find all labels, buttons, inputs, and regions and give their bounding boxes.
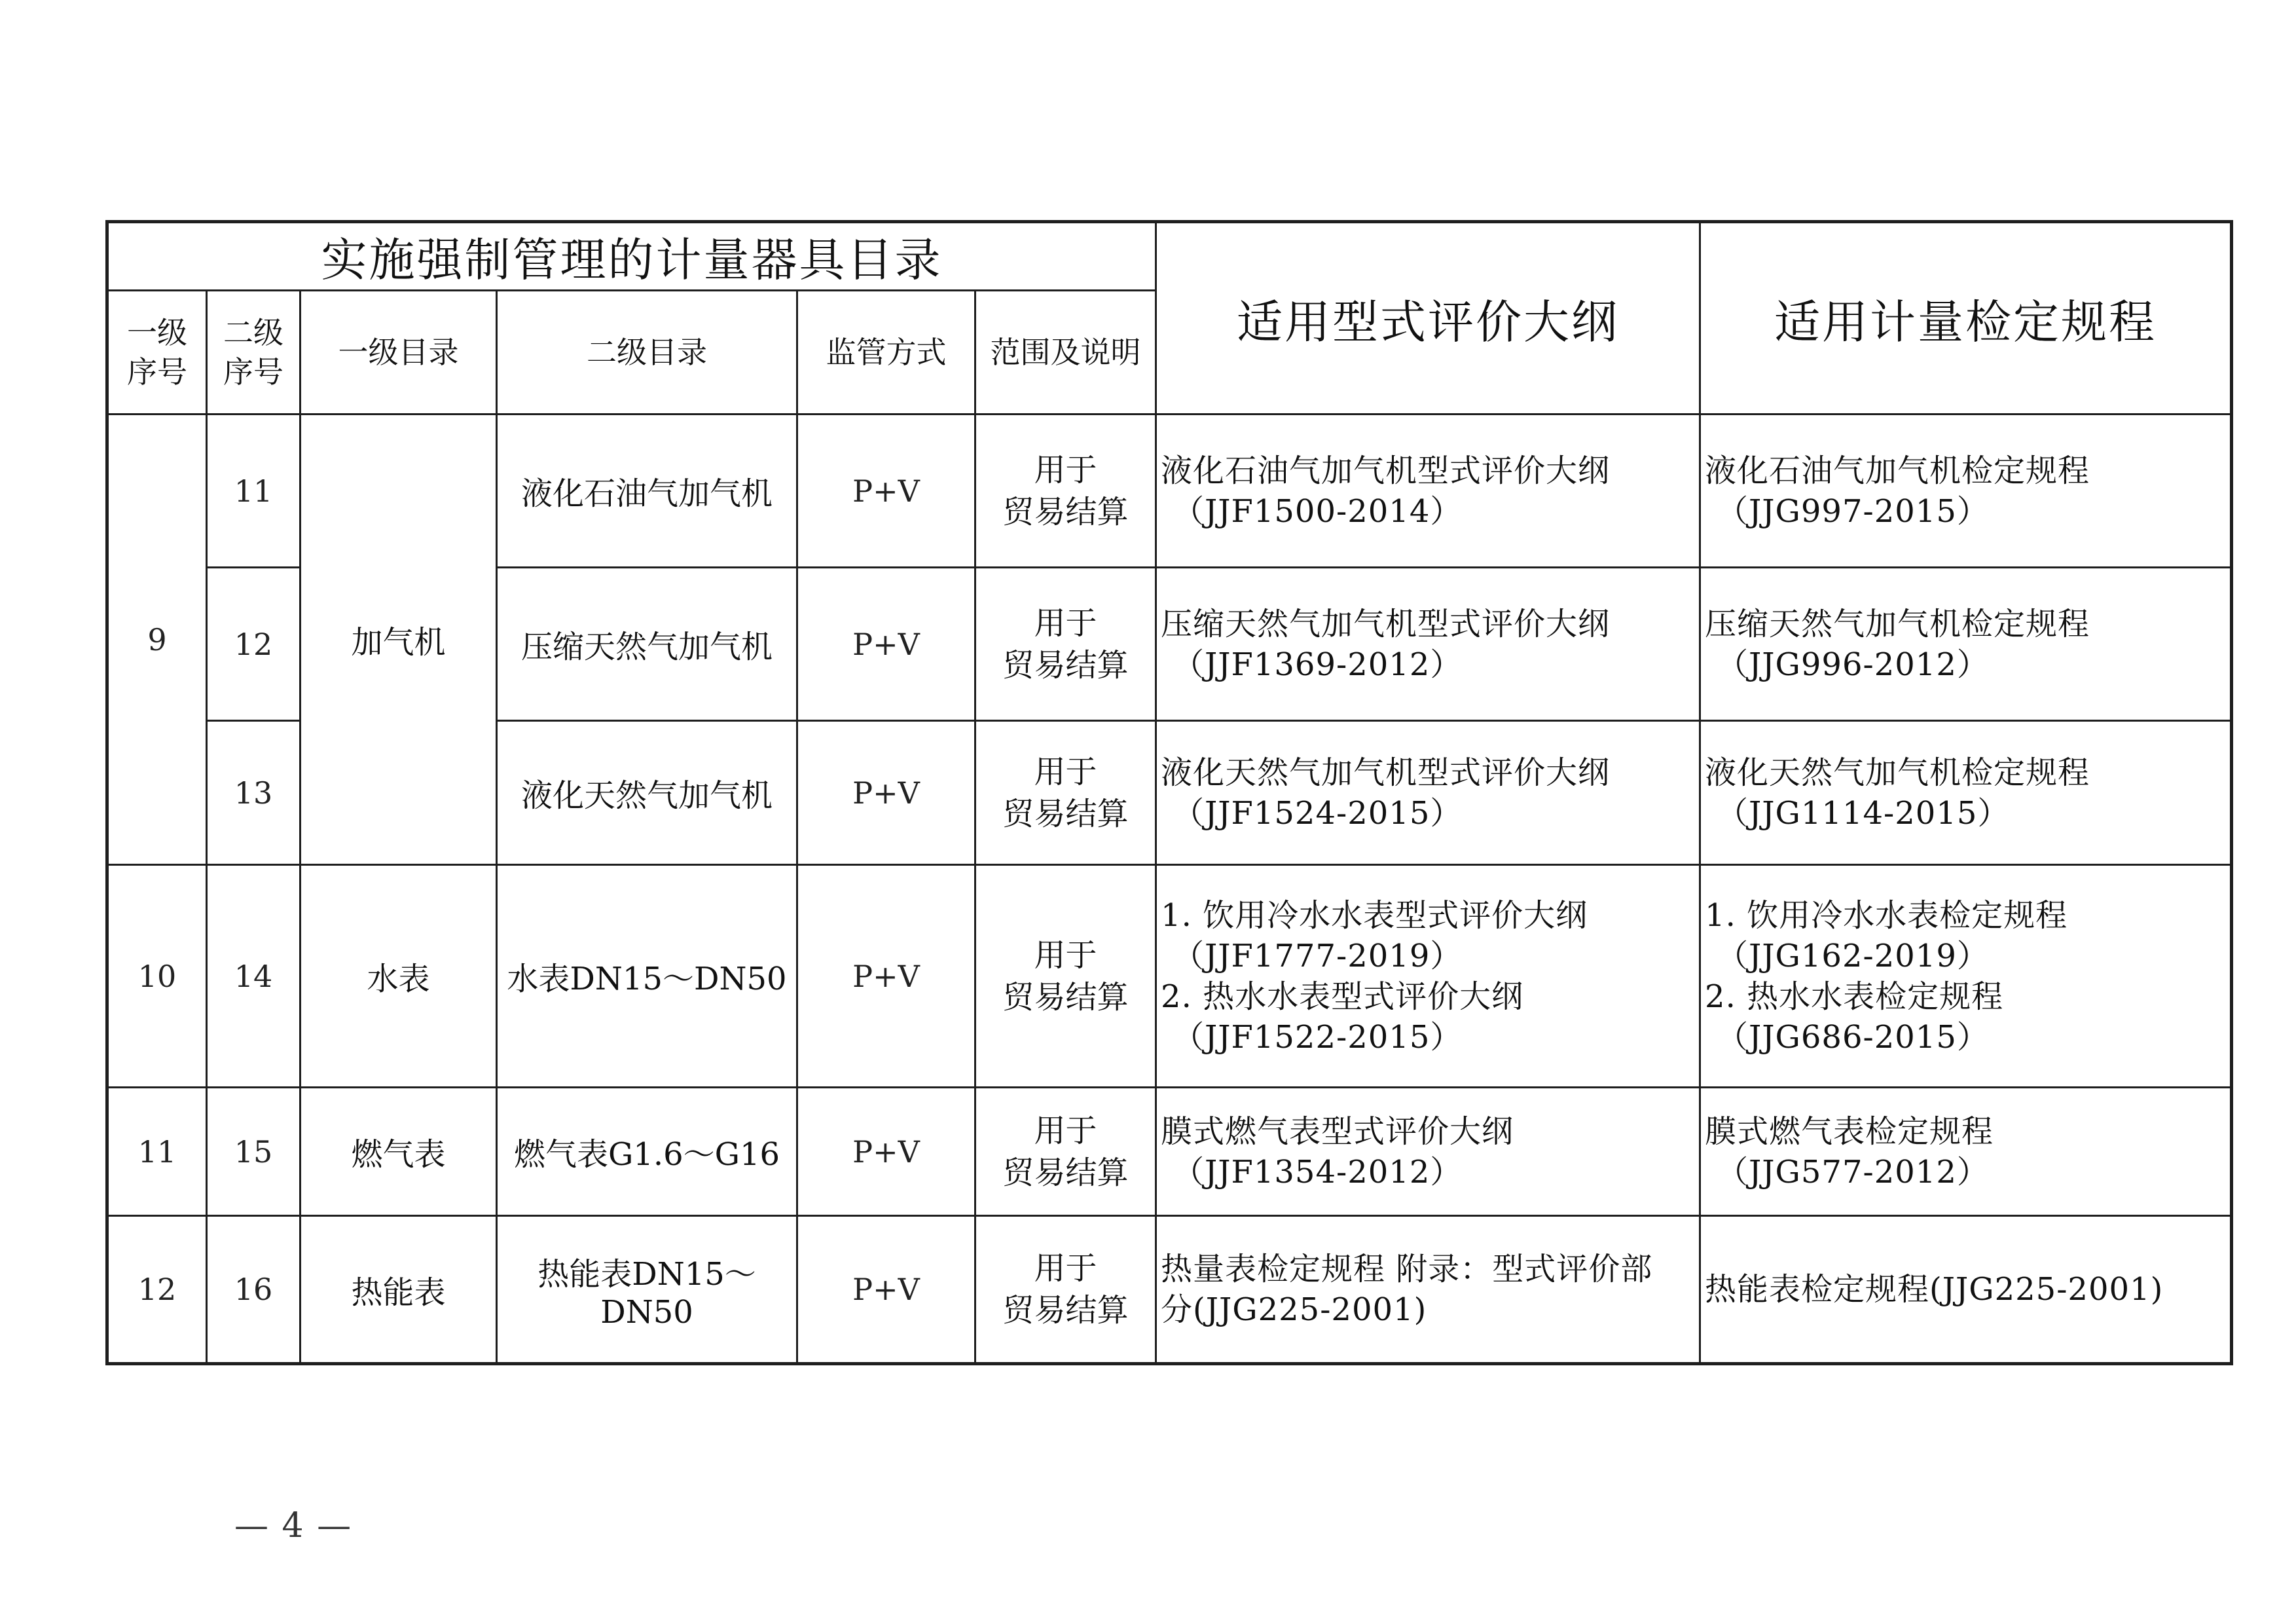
verification-cell xyxy=(1700,1088,2232,1216)
header-verification-regulation: 适用计量检定规程 xyxy=(1700,222,2232,415)
verification-line: 热能表检定规程(JJG225-2001) xyxy=(1705,1271,2164,1308)
header-level2-no xyxy=(207,291,301,415)
type-eval-line: 2. 热水水表型式评价大纲 xyxy=(1161,978,1524,1015)
supervision-cell: P+V xyxy=(797,1216,975,1364)
level2-no-cell: 13 xyxy=(207,721,301,865)
verification-line: （JJG686-2015） xyxy=(1717,1018,1989,1056)
scope-cell xyxy=(975,568,1156,721)
level1-category-cell: 水表 xyxy=(301,865,497,1088)
type-eval-line: （JJF1522-2015） xyxy=(1173,1018,1463,1056)
verification-cell xyxy=(1700,721,2232,865)
scope-cell xyxy=(975,415,1156,568)
header-scope: 范围及说明 xyxy=(975,291,1156,415)
level2-category-cell: 热能表DN15～DN50 xyxy=(497,1216,797,1364)
supervision-cell: P+V xyxy=(797,415,975,568)
level2-no-cell: 15 xyxy=(207,1088,301,1216)
scope-line: 贸易结算 xyxy=(1002,795,1129,832)
scope-line: 用于 xyxy=(1034,451,1097,489)
scope-line: 用于 xyxy=(1034,604,1097,642)
type-eval-line: 压缩天然气加气机型式评价大纲 xyxy=(1161,605,1611,642)
scope-line: 贸易结算 xyxy=(1002,1292,1129,1329)
verification-line: 膜式燃气表检定规程 xyxy=(1705,1113,1994,1150)
level2-category-cell: 液化天然气加气机 xyxy=(497,721,797,865)
supervision-cell: P+V xyxy=(797,1088,975,1216)
verification-line: （JJG577-2012） xyxy=(1717,1153,1989,1190)
type-evaluation-cell xyxy=(1156,568,1700,721)
header-supervision-mode: 监管方式 xyxy=(797,291,975,415)
supervision-cell: P+V xyxy=(797,865,975,1088)
type-eval-line: 热量表检定规程 附录：型式评价部 xyxy=(1161,1251,1653,1287)
header-level2-category: 二级目录 xyxy=(497,291,797,415)
scope-cell xyxy=(975,1088,1156,1216)
supervision-cell: P+V xyxy=(797,721,975,865)
supervision-cell: P+V xyxy=(797,568,975,721)
scope-line: 贸易结算 xyxy=(1002,1154,1129,1191)
header-level1-no-line2: 序号 xyxy=(127,354,187,390)
verification-cell xyxy=(1700,865,2232,1088)
type-eval-line: 1. 饮用冷水水表型式评价大纲 xyxy=(1161,896,1588,934)
level2-category-cell: 压缩天然气加气机 xyxy=(497,568,797,721)
level1-category-cell: 燃气表 xyxy=(301,1088,497,1216)
scope-line: 贸易结算 xyxy=(1002,493,1129,530)
verification-cell xyxy=(1700,1216,2232,1364)
type-eval-line: （JJF1369-2012） xyxy=(1173,646,1463,683)
metering-instruments-table xyxy=(105,220,2233,1365)
header-row-title xyxy=(107,222,2232,291)
verification-cell xyxy=(1700,568,2232,721)
type-eval-line: 液化石油气加气机型式评价大纲 xyxy=(1161,452,1611,489)
scope-line: 用于 xyxy=(1034,936,1097,974)
level2-category-cell: 燃气表G1.6～G16 xyxy=(497,1088,797,1216)
type-evaluation-cell xyxy=(1156,1216,1700,1364)
verification-cell xyxy=(1700,415,2232,568)
scope-line: 用于 xyxy=(1034,1112,1097,1149)
level2-no-cell: 14 xyxy=(207,865,301,1088)
type-evaluation-cell xyxy=(1156,415,1700,568)
page-number: — 4 — xyxy=(234,1506,353,1545)
level1-no-cell: 10 xyxy=(107,865,207,1088)
scope-cell xyxy=(975,865,1156,1088)
scope-line: 用于 xyxy=(1034,753,1097,790)
verification-line: （JJG997-2015） xyxy=(1717,492,1989,530)
type-eval-line: （JJF1354-2012） xyxy=(1173,1153,1463,1190)
verification-line: 2. 热水水表检定规程 xyxy=(1705,978,2004,1015)
table-title: 实施强制管理的计量器具目录 xyxy=(107,222,1156,291)
header-level2-no-line2: 序号 xyxy=(223,354,283,390)
table-row xyxy=(107,1216,2232,1364)
header-level1-no xyxy=(107,291,207,415)
type-eval-line: （JJF1777-2019） xyxy=(1173,937,1463,974)
type-evaluation-cell xyxy=(1156,865,1700,1088)
type-eval-line: 液化天然气加气机型式评价大纲 xyxy=(1161,754,1611,791)
header-level1-no-line1: 一级 xyxy=(127,315,187,350)
verification-line: （JJG162-2019） xyxy=(1717,937,1989,974)
level1-no-cell: 12 xyxy=(107,1216,207,1364)
verification-line: 液化石油气加气机检定规程 xyxy=(1705,452,2090,489)
verification-line: 液化天然气加气机检定规程 xyxy=(1705,754,2090,791)
verification-line: （JJG1114-2015） xyxy=(1717,794,2010,832)
header-type-evaluation: 适用型式评价大纲 xyxy=(1156,222,1700,415)
scope-cell xyxy=(975,721,1156,865)
header-level1-category: 一级目录 xyxy=(301,291,497,415)
type-evaluation-cell xyxy=(1156,1088,1700,1216)
header-level2-no-line1: 二级 xyxy=(223,315,283,350)
level1-no-cell: 11 xyxy=(107,1088,207,1216)
type-eval-line: 分(JJG225-2001) xyxy=(1161,1291,1427,1328)
table-row xyxy=(107,1088,2232,1216)
verification-line: （JJG996-2012） xyxy=(1717,646,1989,683)
scope-cell xyxy=(975,1216,1156,1364)
scope-line: 用于 xyxy=(1034,1250,1097,1287)
type-eval-line: （JJF1524-2015） xyxy=(1173,794,1463,832)
verification-line: 压缩天然气加气机检定规程 xyxy=(1705,605,2090,642)
level2-no-cell: 12 xyxy=(207,568,301,721)
table-row xyxy=(107,865,2232,1088)
verification-line: 1. 饮用冷水水表检定规程 xyxy=(1705,896,2068,934)
level1-no-cell: 9 xyxy=(107,415,207,865)
table-row xyxy=(107,415,2232,568)
type-eval-line: （JJF1500-2014） xyxy=(1173,492,1463,530)
level2-category-cell: 液化石油气加气机 xyxy=(497,415,797,568)
level1-category-cell: 加气机 xyxy=(301,415,497,865)
type-eval-line: 膜式燃气表型式评价大纲 xyxy=(1161,1113,1514,1150)
level2-no-cell: 16 xyxy=(207,1216,301,1364)
level2-no-cell: 11 xyxy=(207,415,301,568)
scope-line: 贸易结算 xyxy=(1002,646,1129,684)
level1-category-cell: 热能表 xyxy=(301,1216,497,1364)
type-evaluation-cell xyxy=(1156,721,1700,865)
scope-line: 贸易结算 xyxy=(1002,978,1129,1016)
level2-category-cell: 水表DN15～DN50 xyxy=(497,865,797,1088)
